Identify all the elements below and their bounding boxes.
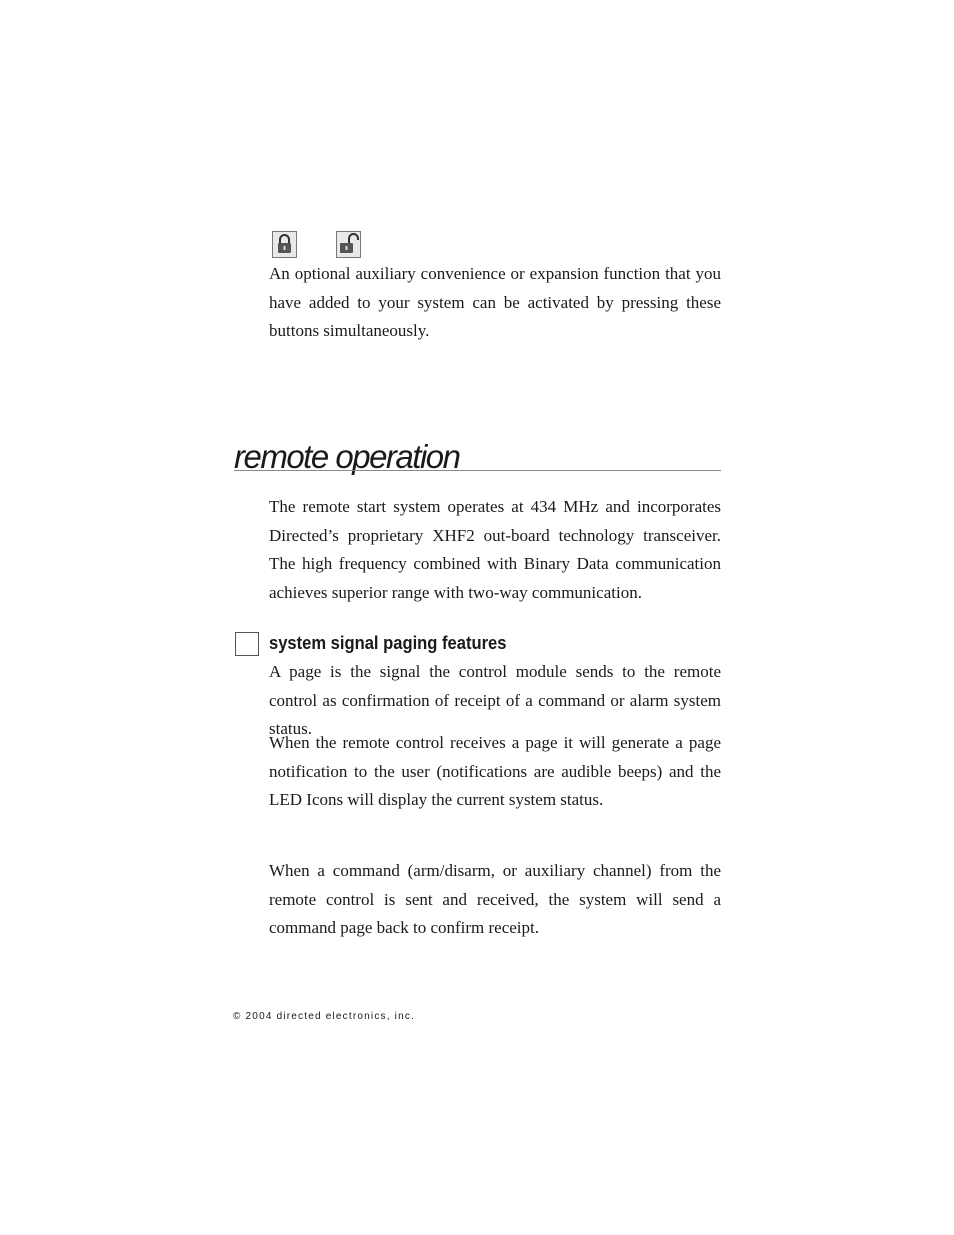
section-title-rule — [234, 470, 721, 471]
paging-paragraph-1: A page is the signal the control module sends to the remote control as confirmation of receipt of a command or alarm system status. — [269, 662, 721, 738]
section-title: remote operation — [234, 438, 460, 475]
unlock-icon — [336, 231, 361, 258]
subsection-box-marker — [235, 632, 259, 656]
paging-paragraph-3: When a command (arm/disarm, or auxiliary channel) from the remote control is sent and received, the system will send a command page back to confirm receipt. — [269, 861, 721, 937]
paging-paragraph-2: When the remote control receives a page it will generate a page notification to the user (notifications are audible beeps) and the LED Icons will display the current system status. — [269, 733, 721, 809]
subsection-heading: system signal paging features — [269, 633, 507, 653]
remote-operation-intro: The remote start system operates at 434 MHz and incorporates Directed’s proprietary XHF2 out-board technology transceiver. The high frequency combined with Binary Data communication achieves superior range with two-way communication. — [269, 497, 721, 602]
copyright-footer: © 2004 directed electronics, inc. — [233, 1011, 416, 1022]
button-icons-row — [272, 231, 372, 261]
lock-icon — [272, 231, 297, 258]
aux-function-paragraph: An optional auxiliary convenience or expansion function that you have added to your system can be activated by pressing these buttons simultaneously. — [269, 264, 721, 340]
